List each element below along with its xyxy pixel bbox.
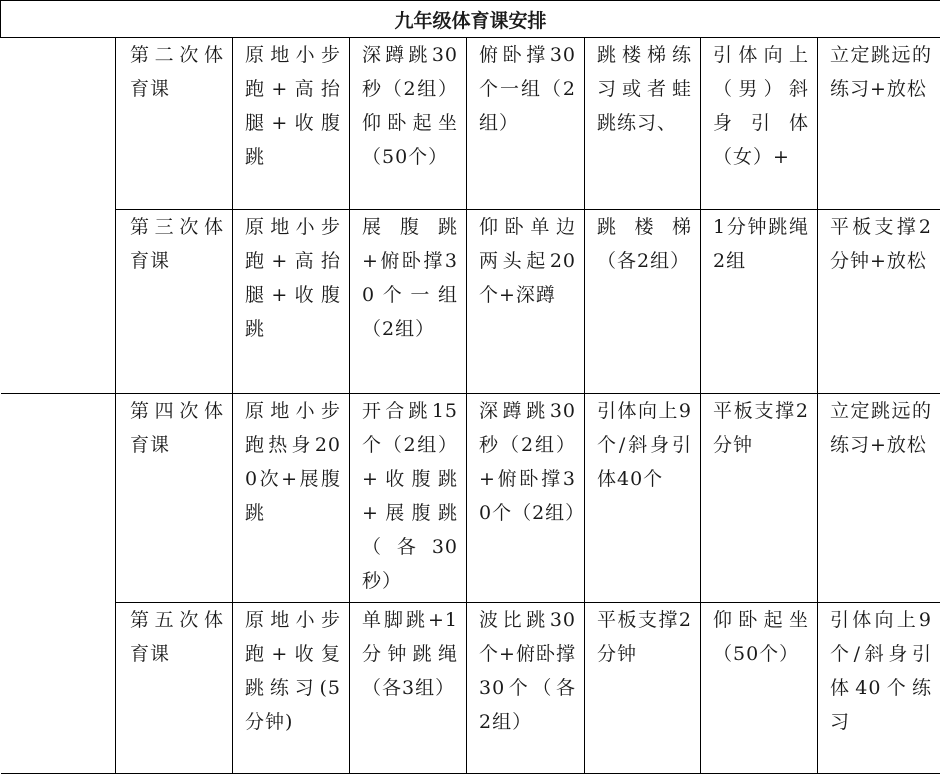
table-cell xyxy=(585,394,701,603)
table-cell xyxy=(818,210,940,394)
row-label-cell xyxy=(116,38,233,210)
table-cell xyxy=(233,394,350,603)
row-label-cell xyxy=(116,394,233,603)
cell-text: 仰卧起坐（50个） xyxy=(713,609,809,665)
cell-text: 引体向上9个/斜身引体40个练习 xyxy=(830,609,933,733)
table-cell xyxy=(233,38,350,210)
cell-text: 仰卧单边两头起20个+深蹲 xyxy=(479,216,576,306)
row-label: 第三次体育课 xyxy=(130,216,224,272)
cell-text: 平板支撑2分钟 xyxy=(597,609,692,665)
table-cell xyxy=(350,38,467,210)
cell-text: 开合跳15个（2组）+收腹跳+展腹跳（各30秒） xyxy=(362,400,458,592)
cell-text: 跳楼梯（各2组） xyxy=(597,216,692,272)
row-label: 第二次体育课 xyxy=(130,44,224,100)
cell-text: 引体向上9个/斜身引体40个 xyxy=(597,400,692,490)
table-cell xyxy=(818,38,940,210)
table-cell xyxy=(467,210,585,394)
cell-text: 单脚跳+1分钟跳绳（各3组） xyxy=(362,609,458,699)
table-cell xyxy=(818,394,940,603)
cell-text: 引体向上（男）斜身引体（女）+ xyxy=(713,44,809,168)
cell-text: 原地小步跑+高抬腿+收腹跳 xyxy=(245,44,341,168)
table-row xyxy=(1,210,940,394)
empty-group-cell xyxy=(1,38,116,394)
table-cell xyxy=(701,210,818,394)
table-cell xyxy=(585,38,701,210)
cell-text: 原地小步跑热身200次+展腹跳 xyxy=(245,400,341,524)
cell-text: 平板支撑2分钟 xyxy=(713,400,809,456)
cell-text: 展腹跳+俯卧撑30个一组（2组） xyxy=(362,216,458,340)
cell-text: 立定跳远的练习+放松 xyxy=(830,400,933,456)
cell-text: 原地小步跑+收复跳练习(5分钟) xyxy=(245,609,341,733)
cell-text: 1分钟跳绳2组 xyxy=(713,216,809,272)
table-row xyxy=(1,394,940,603)
table-cell xyxy=(585,210,701,394)
table-cell xyxy=(818,603,940,774)
table-row xyxy=(1,603,940,774)
table-title: 九年级体育课安排 xyxy=(1,1,940,38)
table-cell xyxy=(585,603,701,774)
cell-text: 原地小步跑+高抬腿+收腹跳 xyxy=(245,216,341,340)
table-cell xyxy=(467,394,585,603)
cell-text: 深蹲跳30秒（2组）仰卧起坐（50个） xyxy=(362,44,458,168)
table-row xyxy=(1,38,940,210)
table-cell xyxy=(701,394,818,603)
cell-text: 俯卧撑30个一组（2组） xyxy=(479,44,576,134)
cell-text: 平板支撑2分钟+放松 xyxy=(830,216,933,272)
table-cell xyxy=(350,394,467,603)
table-cell xyxy=(701,38,818,210)
cell-text: 波比跳30个+俯卧撑30个（各2组） xyxy=(479,609,576,733)
row-label-cell xyxy=(116,603,233,774)
table-cell xyxy=(467,603,585,774)
table-cell xyxy=(701,603,818,774)
row-label: 第四次体育课 xyxy=(130,400,224,456)
row-label-cell xyxy=(116,210,233,394)
cell-text: 立定跳远的练习+放松 xyxy=(830,44,933,100)
table-cell xyxy=(233,210,350,394)
table-cell xyxy=(350,603,467,774)
cell-text: 深蹲跳30秒（2组）+俯卧撑30个（2组） xyxy=(479,400,586,524)
table-cell xyxy=(350,210,467,394)
table-cell xyxy=(233,603,350,774)
table-cell xyxy=(467,38,585,210)
cell-text: 跳楼梯练习或者蛙跳练习、 xyxy=(597,44,692,134)
row-label: 第五次体育课 xyxy=(130,609,224,665)
empty-group-cell xyxy=(1,394,116,774)
